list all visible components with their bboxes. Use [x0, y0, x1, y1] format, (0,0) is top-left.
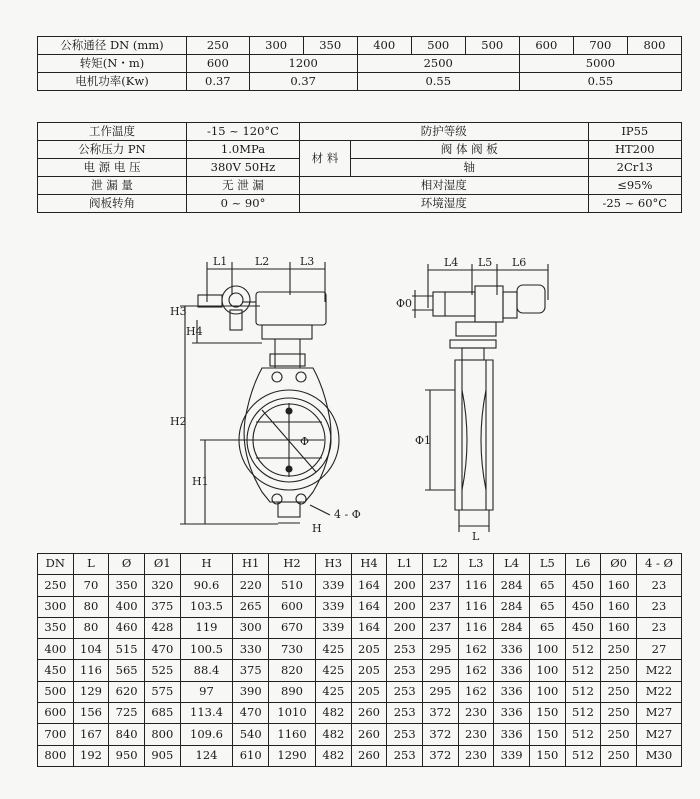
- table-cell: 372: [423, 745, 459, 766]
- label-phi1: Φ1: [415, 434, 432, 447]
- spec-key: 公称压力 PN: [38, 141, 187, 159]
- table-cell: 470: [144, 639, 180, 660]
- torque-cell: 600: [187, 55, 250, 73]
- spec-value: HT200: [588, 141, 681, 159]
- table-cell: M27: [636, 703, 681, 724]
- table-cell: 336: [494, 724, 530, 745]
- table-cell: 425: [316, 681, 352, 702]
- table-cell: 730: [269, 639, 316, 660]
- table-row: [38, 745, 682, 766]
- spec-key: 防护等级: [300, 123, 589, 141]
- power-label: 电机功率(Kw): [38, 73, 187, 91]
- table-cell: 253: [387, 745, 423, 766]
- table-cell: 200: [387, 575, 423, 596]
- table-cell: 610: [233, 745, 269, 766]
- table-cell: 80: [73, 617, 109, 638]
- table-cell: 164: [351, 596, 387, 617]
- table-cell: 600: [38, 703, 74, 724]
- table-cell: 65: [529, 596, 565, 617]
- table-cell: 515: [109, 639, 145, 660]
- table-cell: 512: [565, 703, 601, 724]
- table-cell: M22: [636, 681, 681, 702]
- power-cell: 0.37: [249, 73, 357, 91]
- table-cell: 470: [233, 703, 269, 724]
- table-cell: 400: [109, 596, 145, 617]
- table-cell: 482: [316, 745, 352, 766]
- table-cell: 510: [269, 575, 316, 596]
- table-cell: 330: [233, 639, 269, 660]
- spec-value: -25 ~ 60°C: [588, 195, 681, 213]
- table-cell: 336: [494, 639, 530, 660]
- dn-cell: 600: [519, 37, 573, 55]
- column-header: H1: [233, 554, 269, 575]
- dn-cell: 700: [573, 37, 627, 55]
- spec-row: [38, 141, 682, 159]
- table-cell: 230: [458, 703, 494, 724]
- torque-label: 转矩(N・m): [38, 55, 187, 73]
- power-cell: 0.37: [187, 73, 250, 91]
- label-H3: H3: [170, 305, 187, 318]
- spec-value: IP55: [588, 123, 681, 141]
- table-cell: 65: [529, 575, 565, 596]
- spec-key: 电 源 电 压: [38, 159, 187, 177]
- material-label: 材 料: [300, 141, 351, 177]
- table-cell: 400: [38, 639, 74, 660]
- table-cell: 113.4: [180, 703, 233, 724]
- table-cell: 237: [423, 575, 459, 596]
- table-cell: 100: [529, 639, 565, 660]
- table-cell: 162: [458, 660, 494, 681]
- table-cell: 250: [601, 703, 637, 724]
- table-cell: 482: [316, 703, 352, 724]
- table-cell: 295: [423, 660, 459, 681]
- spec-value: 2Cr13: [588, 159, 681, 177]
- table-cell: 840: [109, 724, 145, 745]
- spec-value: 0 ~ 90°: [187, 195, 300, 213]
- dimension-table: [37, 553, 682, 767]
- table-cell: 100.5: [180, 639, 233, 660]
- label-phi0: Φ0: [396, 297, 413, 310]
- spec-value: 1.0MPa: [187, 141, 300, 159]
- table-cell: 372: [423, 703, 459, 724]
- table-cell: M22: [636, 660, 681, 681]
- table-cell: 1290: [269, 745, 316, 766]
- table-cell: 116: [73, 660, 109, 681]
- table-cell: 372: [423, 724, 459, 745]
- table-cell: 295: [423, 681, 459, 702]
- table-cell: 104: [73, 639, 109, 660]
- column-header: L2: [423, 554, 459, 575]
- table-cell: 250: [601, 639, 637, 660]
- dn-cell: 800: [627, 37, 681, 55]
- table-cell: 1010: [269, 703, 316, 724]
- table-cell: M30: [636, 745, 681, 766]
- table-cell: 70: [73, 575, 109, 596]
- table-cell: 116: [458, 617, 494, 638]
- table-cell: 116: [458, 575, 494, 596]
- table-cell: 375: [233, 660, 269, 681]
- table-cell: 265: [233, 596, 269, 617]
- table-cell: 162: [458, 639, 494, 660]
- spec-value: ≤95%: [588, 177, 681, 195]
- table-cell: 250: [601, 660, 637, 681]
- spec-value: 无 泄 漏: [187, 177, 300, 195]
- dn-cell: 250: [187, 37, 250, 55]
- table-cell: 450: [565, 617, 601, 638]
- table-cell: 160: [601, 596, 637, 617]
- label-L4: L4: [444, 256, 459, 269]
- table-cell: 260: [351, 724, 387, 745]
- label-L: L: [472, 530, 480, 543]
- table-cell: 670: [269, 617, 316, 638]
- table-cell: 65: [529, 617, 565, 638]
- power-cell: 0.55: [357, 73, 519, 91]
- table-cell: 800: [144, 724, 180, 745]
- table-cell: 250: [601, 681, 637, 702]
- table-row: [38, 639, 682, 660]
- column-header: Ø1: [144, 554, 180, 575]
- table-cell: 119: [180, 617, 233, 638]
- column-header: 4 - Ø: [636, 554, 681, 575]
- table-cell: 950: [109, 745, 145, 766]
- table-cell: 23: [636, 596, 681, 617]
- table-cell: 80: [73, 596, 109, 617]
- table-row: [38, 617, 682, 638]
- label-H: H: [312, 522, 322, 535]
- torque-cell: 2500: [357, 55, 519, 73]
- dn-cell: 350: [303, 37, 357, 55]
- power-cell: 0.55: [519, 73, 681, 91]
- label-L3: L3: [300, 255, 315, 268]
- table-cell: 90.6: [180, 575, 233, 596]
- table-cell: 460: [109, 617, 145, 638]
- table-cell: 284: [494, 617, 530, 638]
- table-cell: 450: [565, 596, 601, 617]
- valve-technical-drawing: [0, 240, 700, 545]
- table-cell: 116: [458, 596, 494, 617]
- label-L1: L1: [213, 255, 228, 268]
- table-cell: 725: [109, 703, 145, 724]
- table-cell: 905: [144, 745, 180, 766]
- table-cell: 700: [38, 724, 74, 745]
- table-cell: 237: [423, 617, 459, 638]
- column-header: L5: [529, 554, 565, 575]
- dn-cell: 500: [411, 37, 465, 55]
- dimension-header-row: [38, 554, 682, 575]
- table-cell: 253: [387, 639, 423, 660]
- table-cell: 253: [387, 681, 423, 702]
- spec-key: 相对湿度: [300, 177, 589, 195]
- spec-row: [38, 123, 682, 141]
- table-cell: 500: [38, 681, 74, 702]
- dn-cell: 400: [357, 37, 411, 55]
- table-cell: 512: [565, 660, 601, 681]
- table-cell: 512: [565, 724, 601, 745]
- table-cell: 162: [458, 681, 494, 702]
- table-row: [38, 681, 682, 702]
- spec-key: 阀 体 阀 板: [351, 141, 589, 159]
- table-cell: 336: [494, 681, 530, 702]
- table-cell: 220: [233, 575, 269, 596]
- table-cell: 253: [387, 660, 423, 681]
- table-row: [38, 575, 682, 596]
- table-cell: 685: [144, 703, 180, 724]
- dn-label: 公称通径 DN (mm): [38, 37, 187, 55]
- torque-cell: 5000: [519, 55, 681, 73]
- table-cell: 150: [529, 745, 565, 766]
- spec-value: 380V 50Hz: [187, 159, 300, 177]
- column-header: L3: [458, 554, 494, 575]
- table-cell: 253: [387, 703, 423, 724]
- table-cell: 205: [351, 681, 387, 702]
- spec-row: [38, 159, 682, 177]
- table-cell: 320: [144, 575, 180, 596]
- column-header: H4: [351, 554, 387, 575]
- label-holes: 4 - Φ: [334, 508, 361, 521]
- side-view: [412, 264, 548, 532]
- table-cell: 512: [565, 681, 601, 702]
- spec-row: [38, 195, 682, 213]
- spec-key: 泄 漏 量: [38, 177, 187, 195]
- table-cell: 103.5: [180, 596, 233, 617]
- table-cell: 575: [144, 681, 180, 702]
- table-cell: 205: [351, 660, 387, 681]
- dn-cell: 500: [465, 37, 519, 55]
- table-cell: 339: [316, 617, 352, 638]
- table-cell: 450: [38, 660, 74, 681]
- spec-key: 工作温度: [38, 123, 187, 141]
- table-cell: 156: [73, 703, 109, 724]
- table-cell: 160: [601, 617, 637, 638]
- table-cell: 23: [636, 575, 681, 596]
- table-cell: 100: [529, 681, 565, 702]
- table-cell: 109.6: [180, 724, 233, 745]
- table-cell: 250: [601, 745, 637, 766]
- column-header: Ø0: [601, 554, 637, 575]
- table-cell: 23: [636, 617, 681, 638]
- spec-row: [38, 177, 682, 195]
- table-cell: 390: [233, 681, 269, 702]
- spec-key: 轴: [351, 159, 589, 177]
- label-H2: H2: [170, 415, 187, 428]
- table-cell: 339: [316, 575, 352, 596]
- column-header: H: [180, 554, 233, 575]
- label-L6: L6: [512, 256, 527, 269]
- torque-cell: 1200: [249, 55, 357, 73]
- table-row: [38, 596, 682, 617]
- column-header: L4: [494, 554, 530, 575]
- table-cell: 300: [38, 596, 74, 617]
- label-L5: L5: [478, 256, 493, 269]
- label-phi: Φ: [300, 435, 310, 448]
- table-cell: 97: [180, 681, 233, 702]
- table-cell: 620: [109, 681, 145, 702]
- spec-value: -15 ~ 120°C: [187, 123, 300, 141]
- column-header: DN: [38, 554, 74, 575]
- table-cell: 300: [233, 617, 269, 638]
- table-cell: 565: [109, 660, 145, 681]
- table-cell: 512: [565, 745, 601, 766]
- column-header: L1: [387, 554, 423, 575]
- table-cell: 339: [494, 745, 530, 766]
- table-cell: 205: [351, 639, 387, 660]
- spec-key: 环境湿度: [300, 195, 589, 213]
- table-row: [38, 724, 682, 745]
- label-H1: H1: [192, 475, 209, 488]
- table-cell: 336: [494, 703, 530, 724]
- table-cell: 260: [351, 703, 387, 724]
- table-cell: 425: [316, 660, 352, 681]
- table-cell: 800: [38, 745, 74, 766]
- table-cell: 250: [601, 724, 637, 745]
- table-cell: 88.4: [180, 660, 233, 681]
- table-cell: 450: [565, 575, 601, 596]
- table-cell: 230: [458, 724, 494, 745]
- table-cell: 1160: [269, 724, 316, 745]
- column-header: H2: [269, 554, 316, 575]
- table-cell: 482: [316, 724, 352, 745]
- spec-key: 阀板转角: [38, 195, 187, 213]
- column-header: L6: [565, 554, 601, 575]
- table-cell: 284: [494, 575, 530, 596]
- label-H4: H4: [186, 325, 203, 338]
- table-cell: 237: [423, 596, 459, 617]
- column-header: H3: [316, 554, 352, 575]
- dimension-labels: [170, 255, 526, 543]
- table-cell: 160: [601, 575, 637, 596]
- table-cell: 260: [351, 745, 387, 766]
- table-cell: 150: [529, 703, 565, 724]
- column-header: Ø: [109, 554, 145, 575]
- table-cell: 350: [109, 575, 145, 596]
- table-row: [38, 703, 682, 724]
- table-cell: 375: [144, 596, 180, 617]
- table-cell: 100: [529, 660, 565, 681]
- table-cell: 250: [38, 575, 74, 596]
- column-header: L: [73, 554, 109, 575]
- table-cell: 200: [387, 596, 423, 617]
- table-cell: 428: [144, 617, 180, 638]
- table-cell: 295: [423, 639, 459, 660]
- table-cell: 512: [565, 639, 601, 660]
- table-row: [38, 660, 682, 681]
- table-cell: 167: [73, 724, 109, 745]
- table-cell: 339: [316, 596, 352, 617]
- table-cell: 425: [316, 639, 352, 660]
- table-cell: 192: [73, 745, 109, 766]
- table-cell: 600: [269, 596, 316, 617]
- power-row: [38, 73, 682, 91]
- table-cell: 540: [233, 724, 269, 745]
- table-cell: 350: [38, 617, 74, 638]
- general-spec-table: [37, 122, 682, 213]
- table-cell: 27: [636, 639, 681, 660]
- table-cell: 164: [351, 617, 387, 638]
- table-cell: 525: [144, 660, 180, 681]
- table-cell: M27: [636, 724, 681, 745]
- motor-spec-table: [37, 36, 682, 91]
- table-cell: 284: [494, 596, 530, 617]
- table-cell: 336: [494, 660, 530, 681]
- table-cell: 150: [529, 724, 565, 745]
- table-cell: 200: [387, 617, 423, 638]
- table-cell: 253: [387, 724, 423, 745]
- table-cell: 129: [73, 681, 109, 702]
- table-cell: 890: [269, 681, 316, 702]
- table-cell: 820: [269, 660, 316, 681]
- table-cell: 124: [180, 745, 233, 766]
- table-cell: 164: [351, 575, 387, 596]
- table-cell: 230: [458, 745, 494, 766]
- dn-cell: 300: [249, 37, 303, 55]
- dn-row: [38, 37, 682, 55]
- label-L2: L2: [255, 255, 270, 268]
- torque-row: [38, 55, 682, 73]
